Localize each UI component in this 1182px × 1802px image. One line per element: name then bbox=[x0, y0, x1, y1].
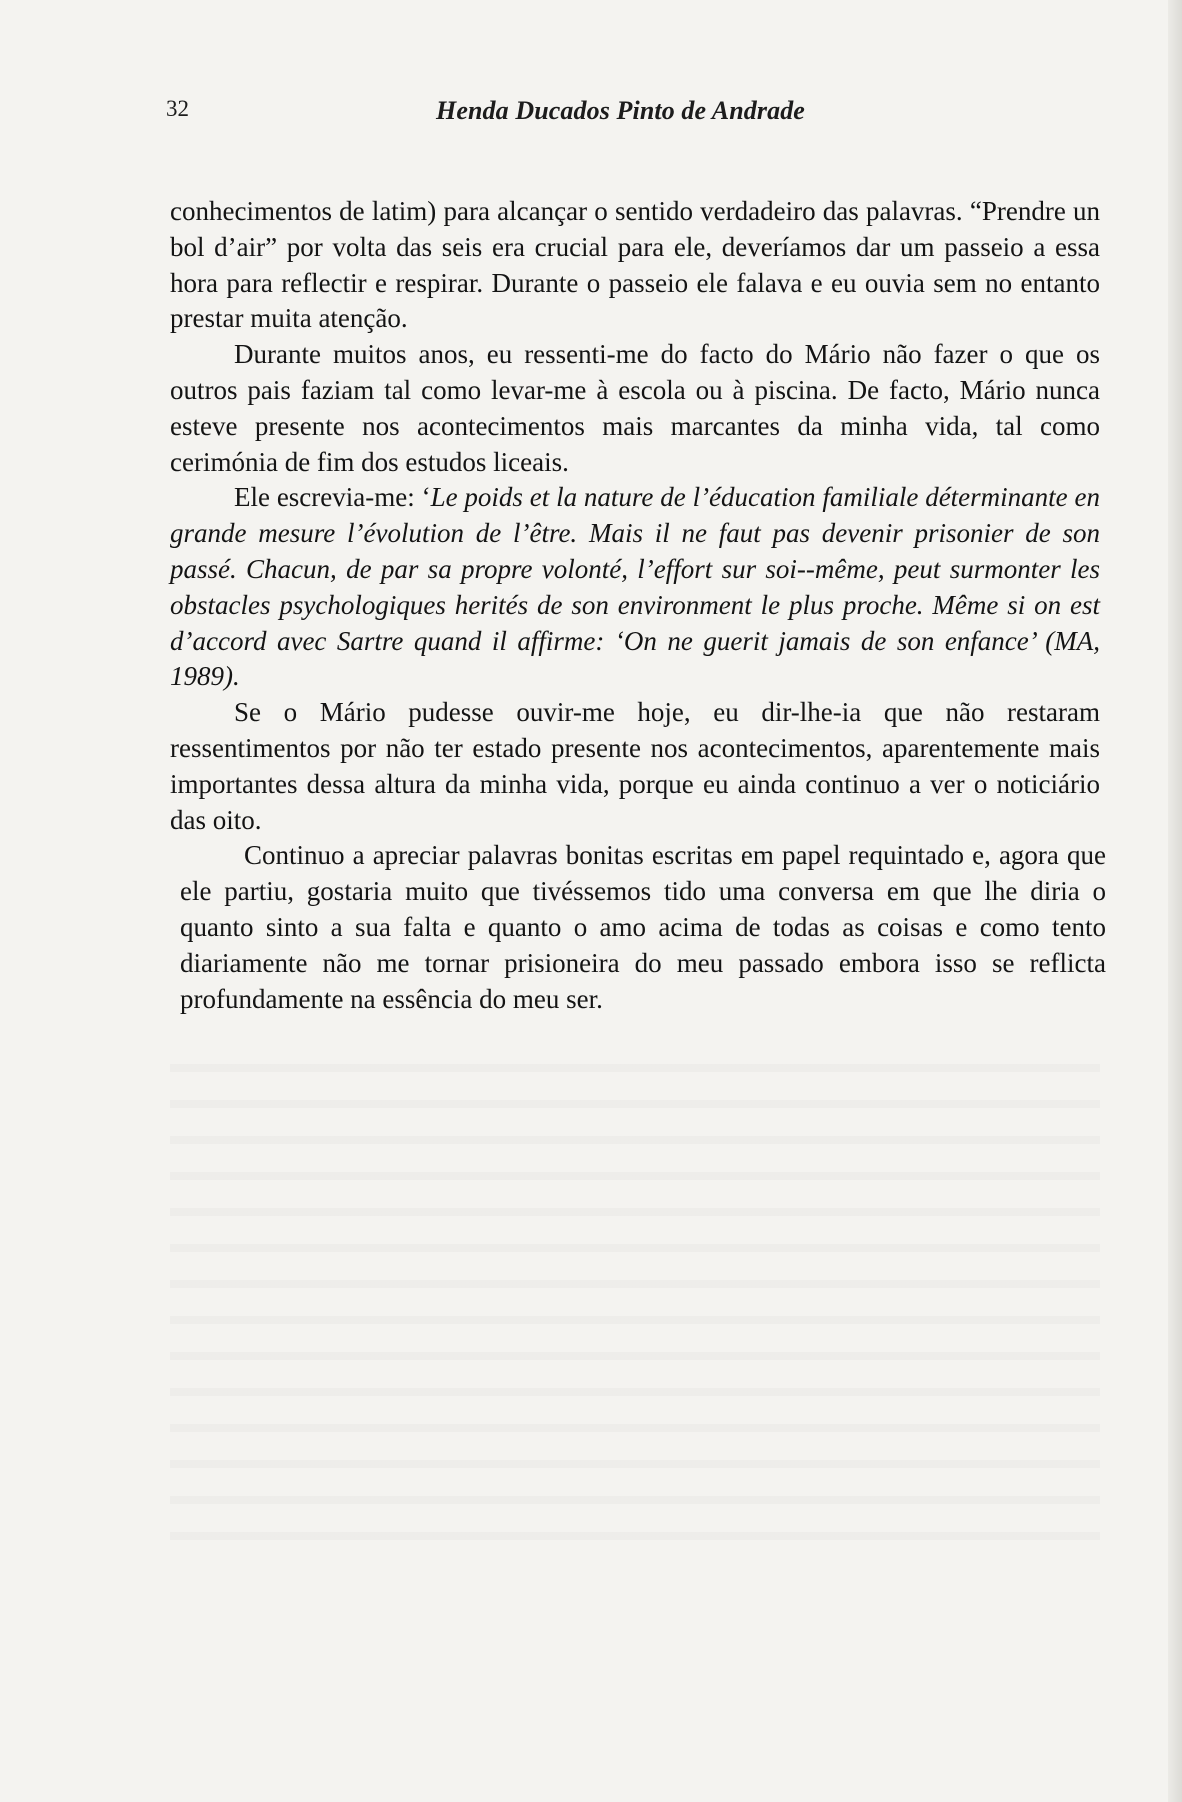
running-title: Henda Ducados Pinto de Andrade bbox=[436, 96, 805, 125]
paragraph-3-quote: Le poids et la nature de l’éducation familiale déterminante en grande mesure l’évolution de l’être. Mais il ne faut pas devenir prisonier de son passé. Chacun, de par sa propre volonté, l’effort sur soi--même, peut surmonter les obstacles psychologiques herités de son environment le plus proche. Même si on est d’accord avec Sartre quand il affirme: ‘On ne guerit jamais de son enfance’ (MA, 1989). bbox=[170, 482, 1100, 692]
paragraph-5: Continuo a apreciar palavras bonitas escritas em papel requintado e, agora que ele partiu, gostaria muito que tivéssemos tido uma conversa em que lhe diria o quanto sinto a sua falta e quanto o amo acima de todas as coisas e como tento diariamente não me tornar prisioneira do meu passado embora isso se reflicta profundamente na essência do meu ser. bbox=[180, 840, 1106, 1014]
paragraph-1: conhecimentos de latim) para alcançar o sentido verdadeiro das palavras. “Prendre un bol d’air” por volta das seis era crucial para ele, deveríamos dar um passeio a essa hora para reflectir e respirar. Durante o passeio ele falava e eu ouvia sem no entanto prestar muita atenção. bbox=[170, 196, 1100, 334]
running-header bbox=[0, 96, 1182, 136]
bleed-through-shadow bbox=[170, 1040, 1100, 1560]
paragraph-4: Se o Mário pudesse ouvir-me hoje, eu dir-lhe-ia que não restaram ressentimentos por não ter estado presente nos acontecimentos, aparentemente mais importantes dessa altura da minha vida, porque eu ainda continuo a ver o noticiário das oito. bbox=[170, 697, 1100, 835]
paragraph-3-lead: Ele escrevia-me: ‘ bbox=[234, 482, 431, 513]
page-number: 32 bbox=[166, 96, 189, 121]
body-text bbox=[170, 194, 1106, 1017]
paragraph-2: Durante muitos anos, eu ressenti-me do facto do Mário não fazer o que os outros pais faziam tal como levar-me à escola ou à piscina. De facto, Mário nunca esteve presente nos acontecimentos mais marcantes da minha vida, tal como cerimónia de fim dos estudos liceais. bbox=[170, 339, 1100, 477]
paragraph-3 bbox=[170, 480, 1100, 695]
